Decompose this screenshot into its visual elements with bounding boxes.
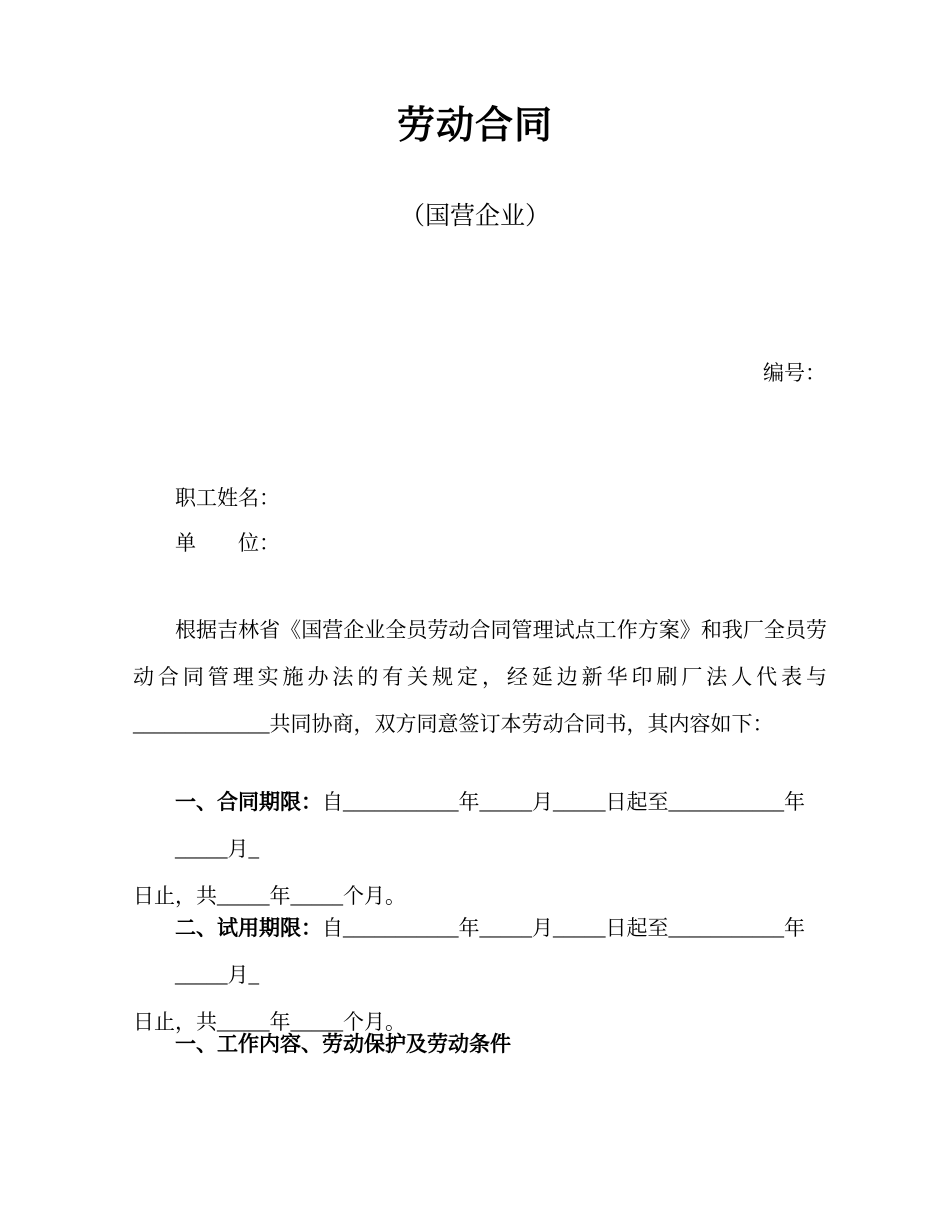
document-title: 劳动合同	[396, 105, 553, 147]
intro-paragraph: 根据吉林省《国营企业全员劳动合同管理试点工作方案》和我厂全员劳动合同管理实施办法的有关规定，经延边新华印刷厂法人代表与_____________共同协商，双方同意签订本劳动合同书，其内容如下：	[133, 618, 827, 736]
clause-probation-term-label: 二、试用期限：	[175, 916, 322, 940]
clause-contract-term-label: 一、合同期限：	[175, 790, 322, 814]
clause-contract-term-line1	[133, 779, 833, 873]
unit-label: 单 位：	[175, 531, 280, 555]
document-subtitle: （国营企业）	[399, 203, 550, 230]
clause-contract-term-blanks: 自___________年_____月_____日起至___________年_____月_	[175, 790, 805, 861]
clause-probation-term	[133, 905, 833, 1046]
clause-probation-term-line2: 日止，共_____年_____个月。	[133, 1010, 406, 1034]
serial-number-label: 编号：	[763, 361, 826, 385]
clause-contract-term-line2: 日止，共_____年_____个月。	[133, 884, 406, 908]
section-heading-work-content: 一、工作内容、劳动保护及劳动条件	[175, 1032, 511, 1056]
clause-probation-term-blanks: 自___________年_____月_____日起至___________年_____月_	[175, 916, 805, 987]
clause-contract-term	[133, 779, 833, 920]
employee-name-label: 职工姓名：	[175, 486, 280, 510]
clause-probation-term-line1	[133, 905, 833, 999]
